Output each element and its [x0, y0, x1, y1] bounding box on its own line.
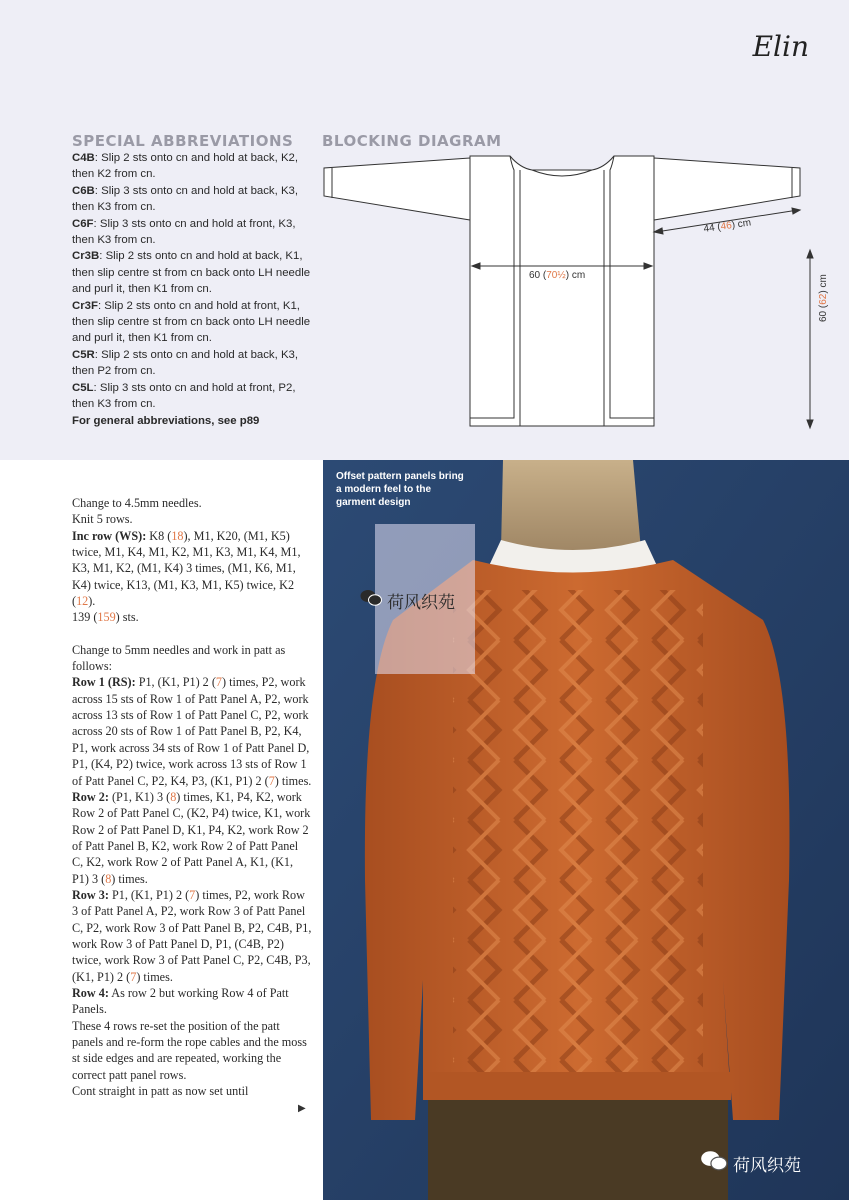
pattern-line: Knit 5 rows. [72, 512, 133, 527]
sleeve-arrow-left [654, 228, 663, 234]
stitch-count: 139 (159) sts. [72, 610, 139, 625]
abbr-item: C6F: Slip 3 sts onto cn and hold at front, K3, then K3 from cn. [72, 217, 296, 247]
watermark-bottom: 荷风织苑 [700, 1150, 801, 1177]
abbr-item: Cr3F: Slip 2 sts onto cn and hold at front, K1, then slip centre st from cn back onto LH needle and purl it, then K1 from cn. [72, 299, 311, 345]
row-1: Row 1 (RS): P1, (K1, P1) 2 (7) times, P2, work across 15 sts of Row 1 of Patt Panel A, P2, work across 13 sts of Row 1 of Patt Panel C, P2, work across 20 sts of Row 1 of Patt Panel B, P2, K4, P1, work across 34 sts of Row 1 of Patt Panel D, P1, (K4, P2) twice, work across 13 sts of Row 1 of Patt Panel C, P2, K4, P3, (K1, P1) 2 (7) times. [72, 675, 312, 788]
inc-row: Inc row (WS): K8 (18), M1, K20, (M1, K5) twice, M1, K4, M1, K2, M1, K3, M1, K4, M1, K3, M1, K2, (M1, K4) 3 times, (M1, K6, M1, K4) twice, K13, (M1, K3, M1, K5) twice, K2 (12). [72, 528, 301, 609]
pattern-line: Change to 4.5mm needles. [72, 496, 202, 510]
abbr-item: Cr3B: Slip 2 sts onto cn and hold at back, K1, then slip centre st from cn back onto LH needle and purl it, then K1 from cn. [72, 250, 311, 296]
trousers [428, 1100, 728, 1200]
sweater-ribbing [423, 1072, 731, 1100]
sleeve-arrow-right [792, 208, 800, 214]
pattern-instructions [72, 495, 312, 1099]
body-outline [470, 156, 654, 426]
pattern-line: These 4 rows re-set the position of the patt panels and re-form the rope cables and the moss st side edges and are repeated, working the correct patt panel rows. [72, 1018, 307, 1082]
pattern-line: Cont straight in patt as now set until [72, 1084, 249, 1099]
blocking-diagram [320, 148, 840, 438]
sleeve-label: 44 (46) cm [702, 217, 752, 235]
abbr-item: C5R: Slip 2 sts onto cn and hold at back, K3, then P2 from cn. [72, 348, 299, 378]
abbr-item: C6B: Slip 3 sts onto cn and hold at back, K3, then K3 from cn. [72, 184, 299, 214]
abbreviations-list [72, 150, 312, 429]
row-4: Row 4: As row 2 but working Row 4 of Patt Panels. [72, 985, 289, 1017]
wechat-icon [700, 1150, 728, 1177]
photo-caption: Offset pattern panels bring a modern feel to the garment design [336, 471, 464, 508]
continue-arrow-icon: ▶ [298, 1103, 306, 1114]
abbr-item: C4B: Slip 2 sts onto cn and hold at back, K2, then K2 from cn. [72, 152, 299, 181]
pattern-line: Change to 5mm needles and work in patt as follows: [72, 642, 286, 674]
wechat-icon [360, 589, 382, 612]
page-title: Elin [752, 30, 809, 63]
left-sleeve [324, 158, 470, 220]
abbr-item: C5L: Slip 3 sts onto cn and hold at front, P2, then K3 from cn. [72, 381, 296, 411]
row-2: Row 2: (P1, K1) 3 (8) times, K1, P4, K2, work Row 2 of Patt Panel C, (K2, P4) twice, K1, work Row 2 of Patt Panel D, K1, P4, K2, work Row 2 of Patt Panel B, K2, work Row 2 of Patt Panel C, K2, work Row 2 of Patt Panel A, K1, (K1, P1) 3 (8) times. [72, 789, 311, 886]
abbreviations-footer: For general abbreviations, see p89 [72, 414, 260, 427]
abbreviations-heading: SPECIAL ABBREVIATIONS [72, 132, 294, 150]
length-label: 60 (62) cm [818, 274, 829, 322]
watermark: 荷风织苑 [360, 588, 455, 613]
width-label: 60 (70½) cm [529, 270, 586, 281]
length-arrow-bottom [807, 420, 813, 428]
row-3: Row 3: P1, (K1, P1) 2 (7) times, P2, work Row 3 of Patt Panel A, P2, work Row 3 of Patt Panel C, P2, work Row 3 of Patt Panel B, P2, C4B, P1, work Row 3 of Patt Panel D, P1, (C4B, P2) twice, work Row 3 of Patt Panel C, P2, C4B, P3, (K1, P1) 2 (7) times. [72, 887, 312, 984]
length-arrow-top [807, 250, 813, 258]
right-sleeve [654, 158, 800, 220]
blocking-diagram-heading: BLOCKING DIAGRAM [322, 132, 502, 150]
cable-pattern [453, 590, 703, 1095]
